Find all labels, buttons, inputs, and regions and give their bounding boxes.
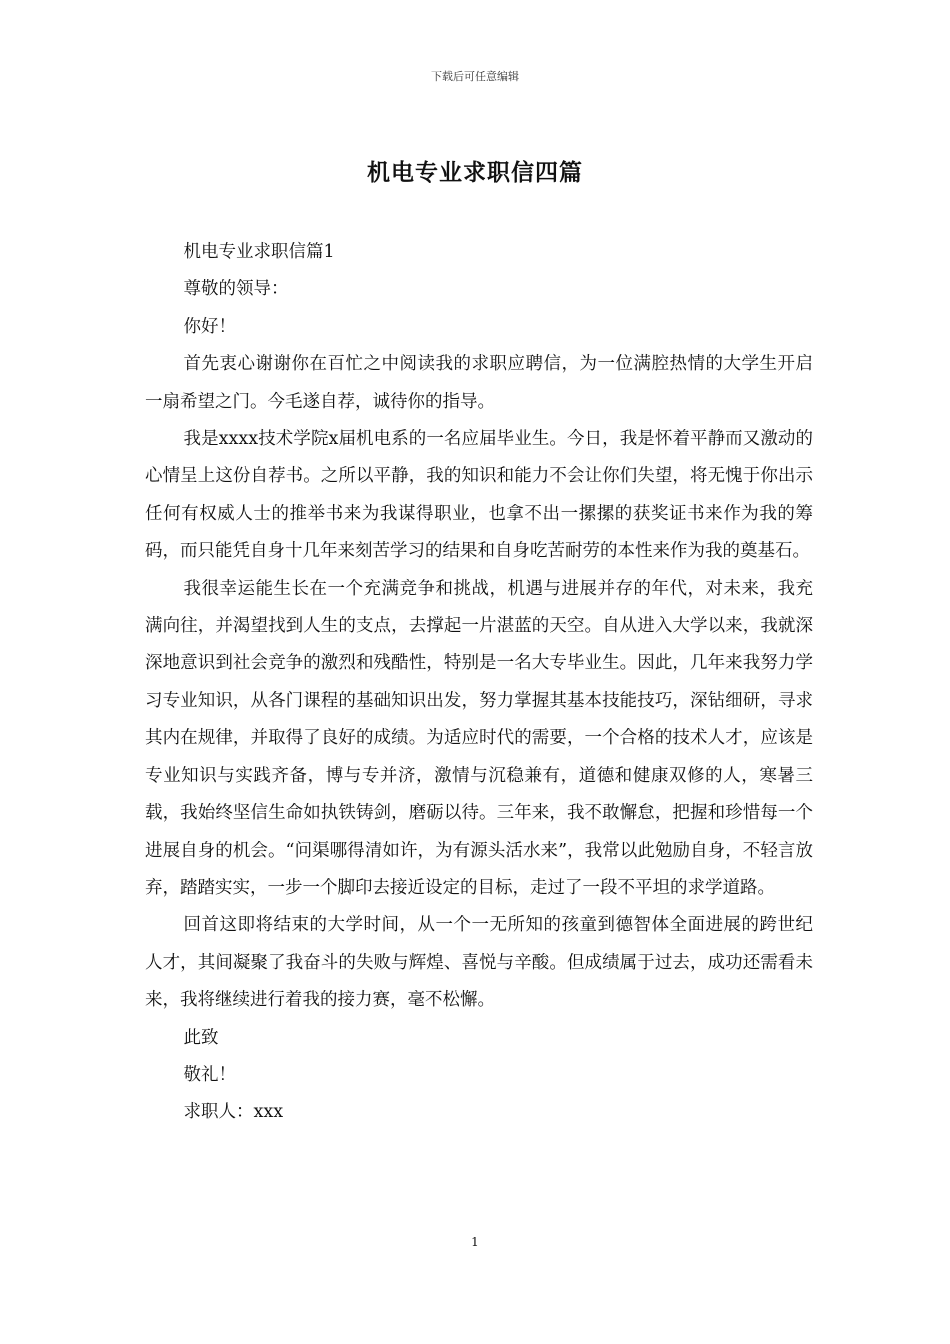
closing-line: 此致 bbox=[183, 1027, 219, 1048]
header-note: 下载后可任意编辑 bbox=[431, 70, 519, 83]
section-heading: 机电专业求职信篇1 bbox=[183, 242, 335, 262]
body-paragraph: 回首这即将结束的大学时间，从一个一无所知的孩童到德智体全面进展的跨世纪人才，其间凝聚了我奋斗的失败与辉煌、喜悦与辛酸。但成绩属于过去，成功还需看未来，我将继续进行着我的接力赛，毫不松懈。 bbox=[145, 915, 813, 1011]
page-number: 1 bbox=[471, 1235, 479, 1249]
body-paragraph: 我很幸运能生长在一个充满竞争和挑战，机遇与进展并存的年代，对未来，我充满向往，并渴望找到人生的支点，去撑起一片湛蓝的天空。自从进入大学以来，我就深深地意识到社会竞争的激烈和残酷性，特别是一名大专毕业生。因此，几年来我努力学习专业知识，从各门课程的基础知识出发，努力掌握其基本技能技巧，深钻细研，寻求其内在规律，并取得了良好的成绩。为适应时代的需要，一个合格的技术人才，应该是专业知识与实践齐备，博与专并济，激情与沉稳兼有，道德和健康双修的人，寒暑三载，我始终坚信生命如执铁铸剑，磨砺以待。三年来，我不敢懈怠，把握和珍惜每一个进展自身的机会。“问渠哪得清如许，为有源头活水来”，我常以此勉励自身，不轻言放弃，踏踏实实，一步一个脚印去接近设定的目标，走过了一段不平坦的求学道路。 bbox=[145, 578, 813, 898]
signature-line: 求职人：xxx bbox=[183, 1102, 284, 1123]
greeting: 你好！ bbox=[183, 316, 236, 337]
closing-regards: 敬礼！ bbox=[183, 1064, 236, 1085]
letter-body bbox=[145, 234, 813, 1132]
body-paragraph: 首先衷心谢谢你在百忙之中阅读我的求职应聘信，为一位满腔热情的大学生开启一扇希望之门。今毛遂自荐，诚待你的指导。 bbox=[145, 354, 813, 412]
document-title: 机电专业求职信四篇 bbox=[367, 159, 583, 186]
salutation: 尊敬的领导： bbox=[183, 279, 289, 300]
body-paragraph: 我是xxxx技术学院x届机电系的一名应届毕业生。今日，我是怀着平静而又激动的心情呈上这份自荐书。之所以平静，我的知识和能力不会让你们失望，将无愧于你出示任何有权威人士的推举书来为我谋得职业，也拿不出一摞摞的获奖证书来作为我的筹码，而只能凭自身十几年来刻苦学习的结果和自身吃苦耐劳的本性来作为我的奠基石。 bbox=[145, 429, 813, 562]
